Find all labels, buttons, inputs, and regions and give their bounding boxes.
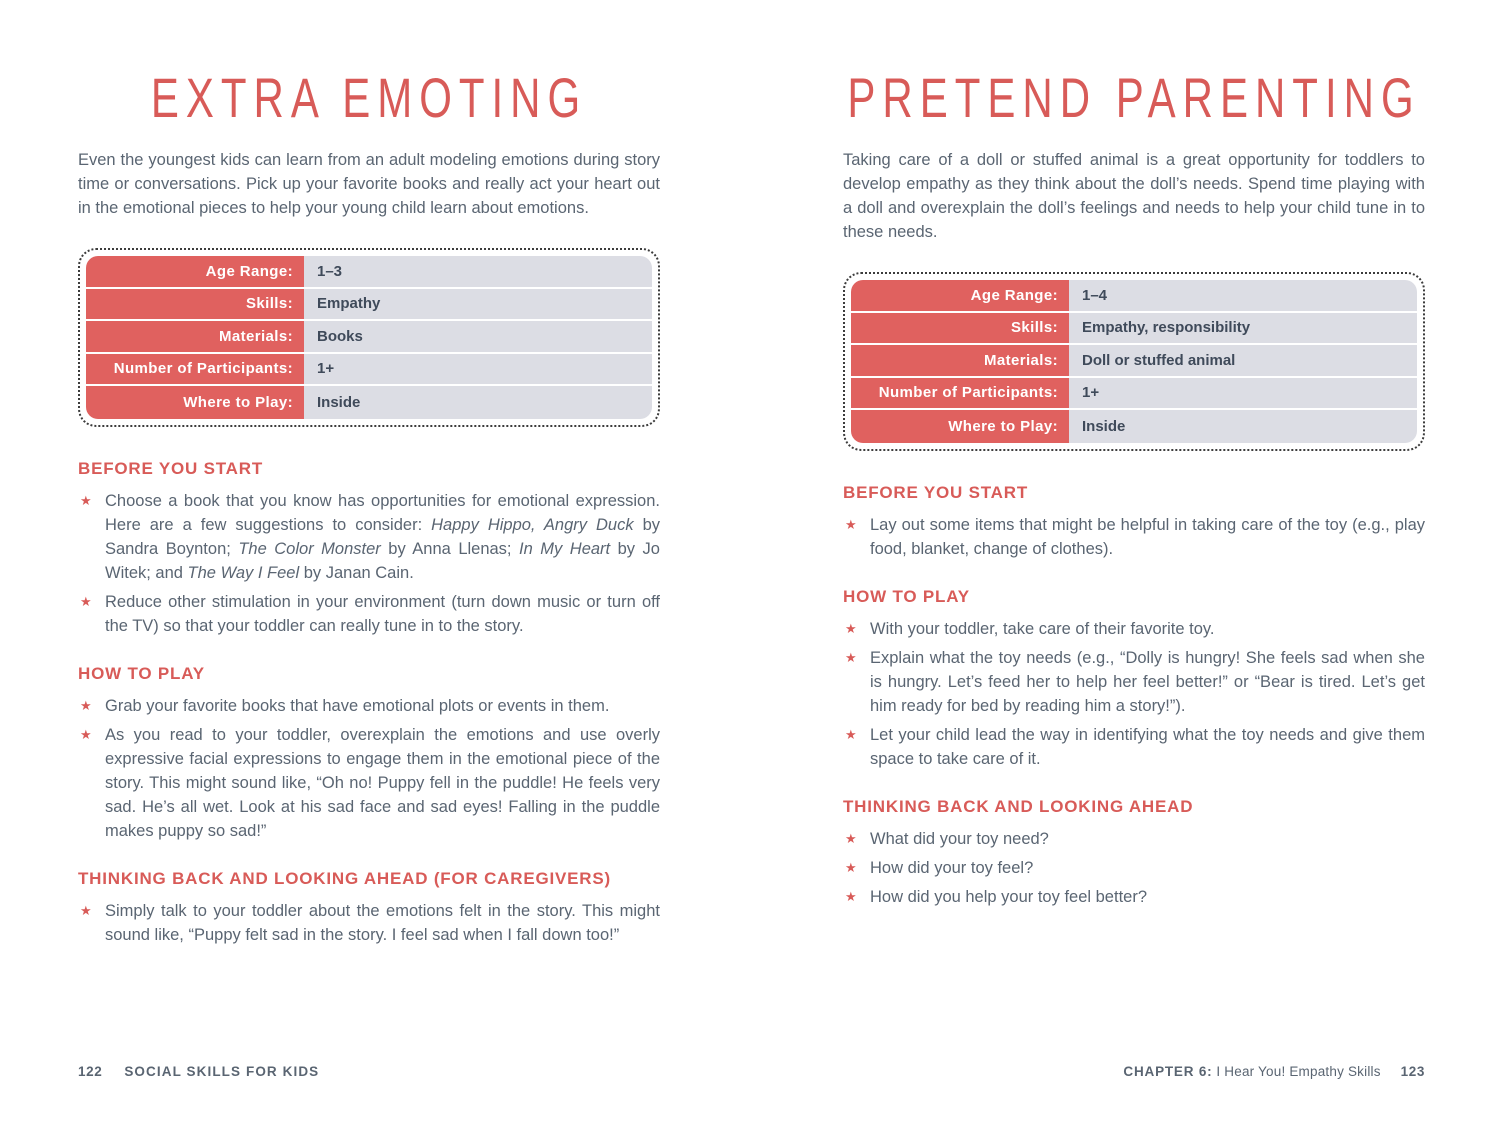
info-value: Empathy, responsibility xyxy=(1069,313,1417,346)
book-title-label: SOCIAL SKILLS FOR KIDS xyxy=(124,1064,320,1079)
info-label: Materials: xyxy=(851,345,1069,378)
text-run: Simply talk to your toddler about the emotions felt in the story. This might sound like, “Puppy felt sad in the story. I feel sad when I fall down too!” xyxy=(105,901,660,944)
page-title: PRETEND PARENTING xyxy=(847,66,1421,129)
bullet-item xyxy=(843,617,1425,641)
info-label: Age Range: xyxy=(86,256,304,289)
chapter-title: I Hear You! Empathy Skills xyxy=(1212,1064,1381,1079)
activity-section xyxy=(843,483,1425,561)
star-bullet-icon: ★ xyxy=(80,593,92,609)
info-table-row xyxy=(851,378,1417,411)
info-table-row xyxy=(851,313,1417,346)
star-bullet-icon: ★ xyxy=(845,830,857,846)
text-run: With your toddler, take care of their favorite toy. xyxy=(870,619,1215,638)
sections xyxy=(78,459,660,947)
sections xyxy=(843,483,1425,909)
bullet-text xyxy=(105,489,660,585)
info-value: Empathy xyxy=(304,289,652,322)
bullet-item xyxy=(843,856,1425,880)
info-value: Inside xyxy=(1069,410,1417,443)
activity-section xyxy=(78,869,660,947)
info-value: 1+ xyxy=(1069,378,1417,411)
info-label: Skills: xyxy=(851,313,1069,346)
page-left xyxy=(78,0,660,1125)
text-run: How did you help your toy feel better? xyxy=(870,887,1147,906)
intro-paragraph: Taking care of a doll or stuffed animal is a great opportunity for toddlers to develop empathy as they think about the doll’s needs. Spend time playing with a doll and overexplain the doll’s feelings and needs to help your child tune in to these needs. xyxy=(843,151,1425,241)
info-label: Age Range: xyxy=(851,280,1069,313)
chapter-label: CHAPTER 6: xyxy=(1123,1064,1213,1079)
bullet-text xyxy=(870,827,1425,851)
info-value: 1–3 xyxy=(304,256,652,289)
text-run: Grab your favorite books that have emotional plots or events in them. xyxy=(105,696,610,715)
bullet-text xyxy=(870,617,1425,641)
info-card-dotted-frame xyxy=(843,272,1425,451)
info-table-row xyxy=(86,256,652,289)
info-label: Number of Participants: xyxy=(851,378,1069,411)
text-run: by Anna Llenas; xyxy=(380,539,520,558)
bullet-item xyxy=(78,489,660,585)
intro-paragraph: Even the youngest kids can learn from an adult modeling emotions during story time or conversations. Pick up your favorite books and really act your heart out in the emotional pieces to help your young child learn about emotions. xyxy=(78,151,660,217)
star-bullet-icon: ★ xyxy=(80,492,92,508)
star-bullet-icon: ★ xyxy=(845,859,857,875)
info-value: Books xyxy=(304,321,652,354)
book-title-italic: Happy Hippo, Angry Duck xyxy=(431,515,634,534)
info-table-row xyxy=(86,354,652,387)
book-title-italic: The Color Monster xyxy=(238,539,381,558)
text-run: Lay out some items that might be helpful in taking care of the toy (e.g., play food, blanket, change of clothes). xyxy=(870,515,1425,558)
page-number: 122 xyxy=(78,1064,103,1079)
bullet-item xyxy=(843,885,1425,909)
info-table-row xyxy=(851,345,1417,378)
text-run: As you read to your toddler, overexplain the emotions and use overly expressive facial expressions to engage them in the emotional piece of the story. This might sound like, “Oh no! Puppy fell in the puddle! He feels very sad. He’s all wet. Look at his sad face and sad eyes! Falling in the puddle makes puppy so sad!” xyxy=(105,725,660,840)
bullet-item xyxy=(843,723,1425,771)
book-title-italic: The Way I Feel xyxy=(187,563,300,582)
text-run: by Janan Cain. xyxy=(299,563,414,582)
text-run: How did your toy feel? xyxy=(870,858,1034,877)
book-title-italic: In My Heart xyxy=(519,539,611,558)
info-table-rows xyxy=(851,280,1417,443)
text-run: Explain what the toy needs (e.g., “Dolly is hungry! She feels sad when she is hungry. Let’s feed her to help her feel better!” or “Bear is tired. Let’s get him ready for bed by reading him a story!”). xyxy=(870,648,1425,715)
section-heading: BEFORE YOU START xyxy=(78,458,264,478)
info-table-row xyxy=(851,280,1417,313)
info-table-rows xyxy=(86,256,652,419)
bullet-text xyxy=(105,590,660,638)
info-label: Where to Play: xyxy=(86,386,304,419)
bullet-text xyxy=(105,694,660,718)
star-bullet-icon: ★ xyxy=(80,697,92,713)
bullet-item xyxy=(843,827,1425,851)
text-run: Reduce other stimulation in your environment (turn down music or turn off the TV) so that your toddler can really tune in to the story. xyxy=(105,592,660,635)
info-table-row xyxy=(86,289,652,322)
info-label: Where to Play: xyxy=(851,410,1069,443)
info-value: 1–4 xyxy=(1069,280,1417,313)
bullet-text xyxy=(870,856,1425,880)
text-run: Choose a book that you know has opportunities for emotional expression. Here are a few suggestions to consider: xyxy=(105,491,660,534)
section-heading: BEFORE YOU START xyxy=(843,482,1029,502)
bullet-text xyxy=(870,513,1425,561)
bullet-text xyxy=(870,885,1425,909)
info-table-row xyxy=(86,321,652,354)
bullet-text xyxy=(870,723,1425,771)
page-right xyxy=(843,0,1425,1125)
star-bullet-icon: ★ xyxy=(845,516,857,532)
bullet-item xyxy=(843,646,1425,718)
star-bullet-icon: ★ xyxy=(845,620,857,636)
section-heading: THINKING BACK AND LOOKING AHEAD xyxy=(843,796,1194,816)
info-value: Doll or stuffed animal xyxy=(1069,345,1417,378)
info-value: Inside xyxy=(304,386,652,419)
bullet-item xyxy=(78,694,660,718)
section-heading: HOW TO PLAY xyxy=(843,586,970,606)
bullet-text xyxy=(105,899,660,947)
page-number: 123 xyxy=(1400,1064,1425,1079)
page-footer xyxy=(843,1064,1425,1079)
activity-section xyxy=(843,587,1425,771)
section-heading: THINKING BACK AND LOOKING AHEAD (FOR CAREGIVERS) xyxy=(78,868,611,888)
text-run: Let your child lead the way in identifying what the toy needs and give them space to take care of it. xyxy=(870,725,1425,768)
bullet-item xyxy=(78,723,660,843)
star-bullet-icon: ★ xyxy=(80,726,92,742)
bullet-text xyxy=(870,646,1425,718)
info-label: Materials: xyxy=(86,321,304,354)
info-table-row xyxy=(851,410,1417,443)
star-bullet-icon: ★ xyxy=(80,902,92,918)
star-bullet-icon: ★ xyxy=(845,888,857,904)
bullet-item xyxy=(843,513,1425,561)
activity-section xyxy=(78,664,660,843)
section-heading: HOW TO PLAY xyxy=(78,663,205,683)
info-table-row xyxy=(86,386,652,419)
text-run: What did your toy need? xyxy=(870,829,1049,848)
page-footer xyxy=(78,1064,660,1079)
info-label: Skills: xyxy=(86,289,304,322)
activity-section xyxy=(843,797,1425,909)
bullet-item xyxy=(78,899,660,947)
info-value: 1+ xyxy=(304,354,652,387)
text-run: by Jo Witek; and xyxy=(105,539,660,582)
page-title: EXTRA EMOTING xyxy=(150,66,588,129)
info-label: Number of Participants: xyxy=(86,354,304,387)
star-bullet-icon: ★ xyxy=(845,649,857,665)
star-bullet-icon: ★ xyxy=(845,726,857,742)
activity-section xyxy=(78,459,660,638)
bullet-item xyxy=(78,590,660,638)
bullet-text xyxy=(105,723,660,843)
text-run: by Sandra Boynton; xyxy=(105,515,660,558)
info-card-dotted-frame xyxy=(78,248,660,427)
